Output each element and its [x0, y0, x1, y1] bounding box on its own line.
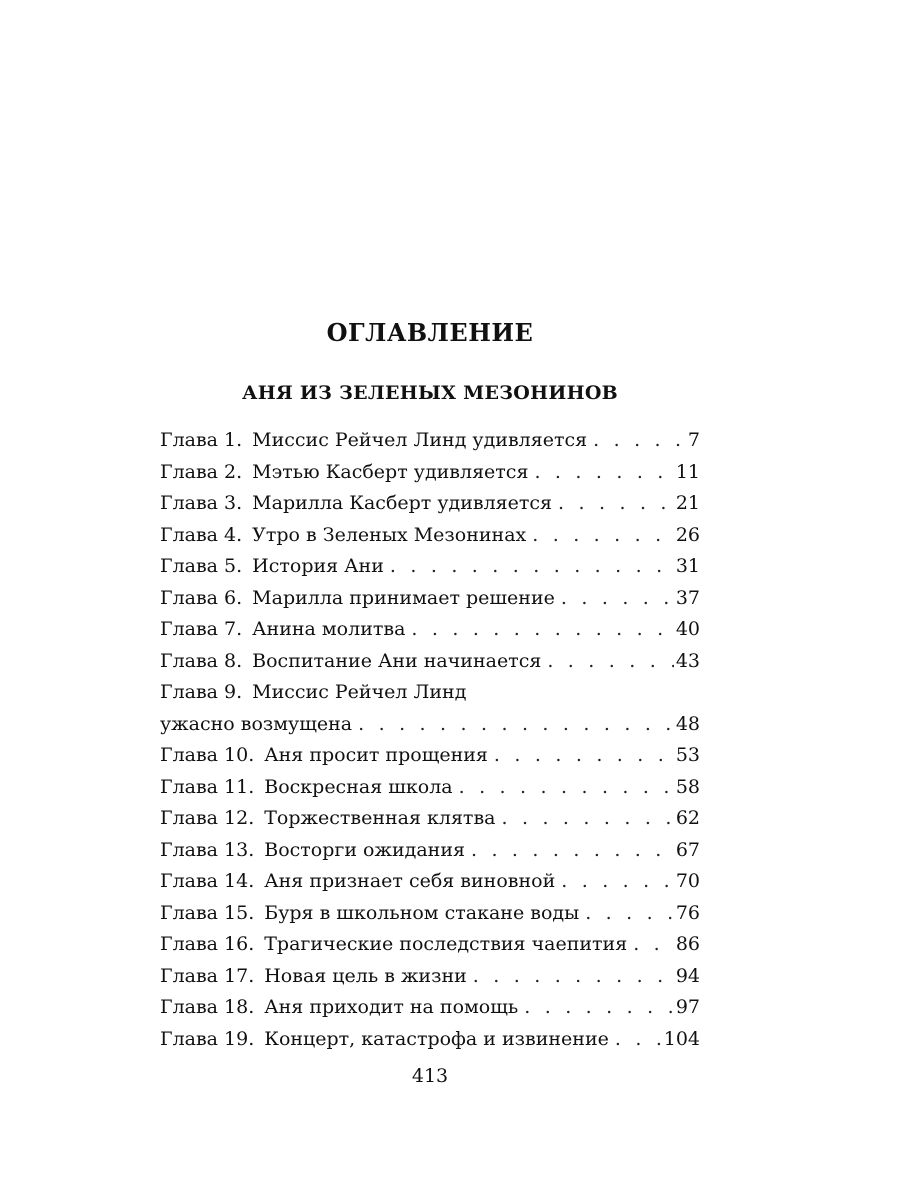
toc-entry	[160, 488, 700, 520]
chapter-title: История Ани	[252, 555, 384, 577]
chapter-word: Глава	[160, 586, 219, 609]
toc-heading: ОГЛАВЛЕНИЕ	[326, 318, 534, 347]
toc-entry	[160, 992, 700, 1024]
page-number: 94	[675, 964, 700, 987]
toc-entry	[160, 551, 700, 583]
chapter-word: Глава	[160, 901, 219, 924]
toc-entry	[160, 803, 700, 835]
chapter-title: Утро в Зеленых Мезонинах	[252, 523, 527, 546]
dot-leader	[488, 740, 674, 772]
page-number: 43	[675, 649, 700, 672]
chapter-word: Глава	[160, 775, 219, 798]
chapter-word: Глава	[160, 996, 219, 1018]
dot-leader	[467, 961, 674, 993]
page-number: 104	[663, 1027, 700, 1050]
dot-leader	[384, 551, 674, 583]
chapter-word: Глава	[160, 523, 219, 546]
toc-entry	[160, 520, 700, 552]
chapter-title: Воспитание Ани начинается	[252, 649, 542, 672]
toc-entry	[160, 614, 700, 646]
toc-entry	[160, 961, 700, 993]
dot-leader	[495, 803, 673, 835]
page-number: 62	[675, 807, 700, 829]
page-number: 26	[675, 523, 700, 546]
dot-leader	[465, 835, 674, 867]
page-number: 58	[675, 775, 700, 798]
toc-entry	[160, 646, 700, 678]
chapter-number: 2.	[224, 460, 243, 483]
chapter-word: Глава	[160, 492, 219, 514]
page-number: 67	[675, 838, 700, 861]
chapter-title: Восторги ожидания	[264, 838, 465, 861]
dot-leader	[627, 929, 674, 961]
chapter-number: 15.	[224, 901, 255, 924]
dot-leader	[405, 614, 673, 646]
toc-entry	[160, 740, 700, 772]
page-number: 48	[675, 712, 700, 735]
chapter-number: 14.	[224, 870, 255, 892]
dot-leader	[518, 992, 674, 1024]
chapter-word: Глава	[160, 870, 219, 892]
toc-entry	[160, 866, 700, 898]
dot-leader	[609, 1024, 662, 1056]
chapter-title: Аня приходит на помощь	[264, 996, 519, 1018]
toc-entry	[160, 677, 700, 740]
chapter-title: Мэтью Касберт удивляется	[252, 460, 529, 483]
chapter-title-continuation: ужасно возмущена	[160, 712, 353, 735]
toc-entry	[160, 425, 700, 457]
chapter-title: Торжественная клятва	[264, 807, 496, 829]
dot-leader	[528, 457, 673, 489]
page-folio: 413	[411, 1065, 449, 1087]
chapter-title: Марилла Касберт удивляется	[252, 492, 553, 514]
toc-entry	[160, 929, 700, 961]
page-number: 76	[675, 901, 700, 924]
dot-leader	[526, 520, 674, 552]
toc-entry	[160, 583, 700, 615]
page-number: 70	[675, 870, 700, 892]
page-number: 31	[675, 555, 700, 577]
chapter-word: Глава	[160, 429, 219, 451]
chapter-title: Трагические последствия чаепития	[264, 933, 628, 955]
toc-list	[160, 425, 700, 1055]
page-number: 97	[675, 996, 700, 1018]
chapter-number: 9.	[224, 681, 243, 703]
chapter-number: 11.	[224, 775, 255, 798]
chapter-number: 6.	[224, 586, 243, 609]
dot-leader	[555, 866, 674, 898]
chapter-number: 7.	[224, 618, 243, 640]
chapter-word: Глава	[160, 933, 219, 955]
chapter-title: Аня просит прощения	[264, 744, 488, 766]
chapter-number: 12.	[224, 807, 255, 829]
dot-leader	[552, 488, 674, 520]
chapter-number: 10.	[224, 744, 255, 766]
chapter-title: Концерт, катастрофа и извинение	[264, 1027, 609, 1050]
toc-entry	[160, 457, 700, 489]
dot-leader	[579, 898, 674, 930]
chapter-word: Глава	[160, 618, 219, 640]
chapter-number: 13.	[224, 838, 255, 861]
chapter-number: 3.	[224, 492, 243, 514]
dot-leader	[555, 583, 674, 615]
chapter-word: Глава	[160, 964, 219, 987]
chapter-number: 1.	[224, 429, 243, 451]
page-number: 40	[675, 618, 700, 640]
dot-leader	[352, 709, 674, 741]
chapter-title: Миссис Рейчел Линд	[252, 681, 467, 703]
chapter-number: 16.	[224, 933, 255, 955]
page-number: 86	[675, 933, 700, 955]
toc-entry	[160, 1024, 700, 1056]
chapter-word: Глава	[160, 744, 219, 766]
dot-leader	[453, 772, 674, 804]
toc-entry	[160, 898, 700, 930]
dot-leader	[541, 646, 673, 678]
book-title: АНЯ ИЗ ЗЕЛЕНЫХ МЕЗОНИНОВ	[241, 382, 619, 404]
chapter-word: Глава	[160, 681, 219, 703]
chapter-number: 8.	[224, 649, 243, 672]
chapter-title: Воскресная школа	[264, 775, 453, 798]
chapter-word: Глава	[160, 649, 219, 672]
chapter-title: Миссис Рейчел Линд удивляется	[252, 429, 588, 451]
chapter-number: 19.	[224, 1027, 255, 1050]
chapter-number: 18.	[224, 996, 255, 1018]
page-number: 7	[687, 429, 700, 451]
chapter-title: Новая цель в жизни	[264, 964, 467, 987]
page-number: 53	[675, 744, 700, 766]
page-number: 21	[675, 492, 700, 514]
toc-entry	[160, 772, 700, 804]
page-number: 11	[675, 460, 700, 483]
chapter-title: Буря в школьном стакане воды	[264, 901, 580, 924]
dot-leader	[587, 425, 686, 457]
toc-entry	[160, 835, 700, 867]
chapter-number: 4.	[224, 523, 243, 546]
chapter-word: Глава	[160, 460, 219, 483]
chapter-word: Глава	[160, 1027, 219, 1050]
chapter-title: Марилла принимает решение	[252, 586, 555, 609]
chapter-number: 17.	[224, 964, 255, 987]
chapter-word: Глава	[160, 807, 219, 829]
page-number: 37	[675, 586, 700, 609]
chapter-word: Глава	[160, 555, 219, 577]
chapter-word: Глава	[160, 838, 219, 861]
chapter-title: Аня признает себя виновной	[264, 870, 556, 892]
chapter-number: 5.	[224, 555, 243, 577]
chapter-title: Анина молитва	[252, 618, 406, 640]
